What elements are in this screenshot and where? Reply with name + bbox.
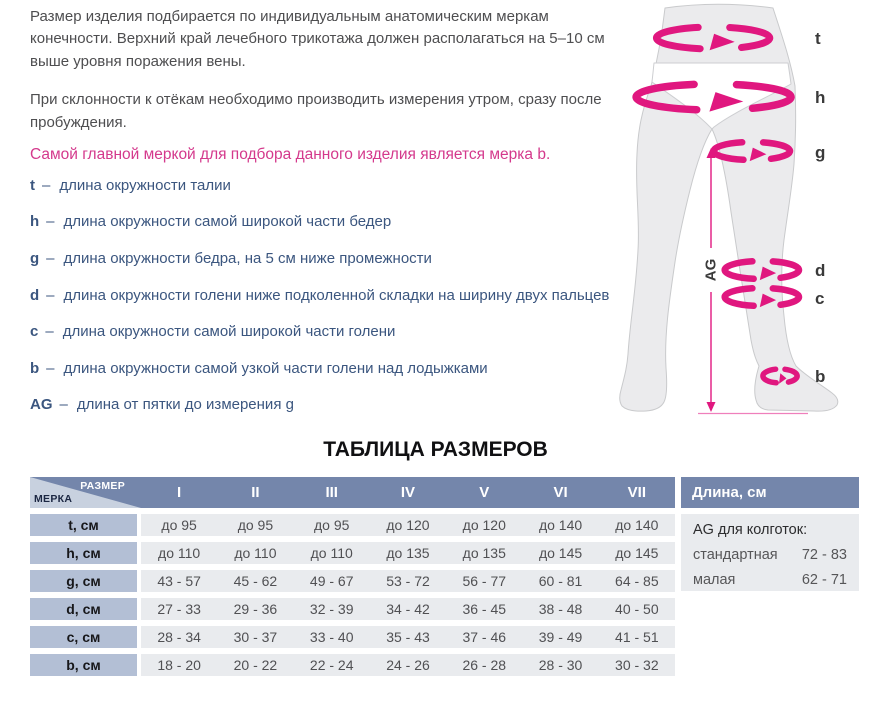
legend-key: t bbox=[30, 176, 35, 194]
length-row-label: малая bbox=[693, 572, 736, 588]
table-cell: до 145 bbox=[615, 545, 659, 561]
legend-separator: – bbox=[46, 250, 55, 268]
table-row-g bbox=[30, 570, 675, 592]
intro-section bbox=[30, 6, 622, 423]
length-row-standard bbox=[693, 547, 847, 563]
legend-separator: – bbox=[46, 286, 55, 304]
legend-key: d bbox=[30, 286, 40, 304]
table-row-c bbox=[30, 626, 675, 648]
row-label: g, см bbox=[30, 570, 137, 592]
table-cell: 37 - 46 bbox=[462, 629, 507, 645]
legend-item-ag bbox=[30, 387, 622, 424]
table-cell: до 110 bbox=[158, 545, 201, 561]
table-cell: 33 - 40 bbox=[309, 629, 354, 645]
table-row-t bbox=[30, 514, 675, 536]
length-panel-subtitle: AG для колготок: bbox=[693, 522, 808, 538]
table-row-h bbox=[30, 542, 675, 564]
table-cell: до 120 bbox=[386, 517, 430, 533]
length-row-small bbox=[693, 572, 847, 588]
table-cell: 41 - 51 bbox=[615, 629, 659, 645]
row-label: d, см bbox=[30, 598, 137, 620]
legend-separator: – bbox=[46, 359, 55, 377]
legend-text: длина окружности бедра, на 5 см ниже промежности bbox=[63, 250, 432, 268]
length-panel bbox=[681, 477, 859, 591]
legend-text: длина окружности талии bbox=[59, 176, 231, 194]
table-cell: 45 - 62 bbox=[233, 573, 278, 589]
table-cell: до 135 bbox=[386, 545, 430, 561]
table-cell: 20 - 22 bbox=[233, 657, 278, 673]
legend-separator: – bbox=[46, 213, 55, 231]
intro-paragraph-2: При склонности к отёкам необходимо производить измерения утром, сразу после пробуждения. bbox=[30, 91, 602, 131]
table-cell: до 120 bbox=[462, 517, 506, 533]
table-cell: 53 - 72 bbox=[386, 573, 430, 589]
intro-highlight-note: Самой главной меркой для подбора данного изделия является мерка b. bbox=[30, 146, 551, 164]
table-cell: 49 - 67 bbox=[309, 573, 354, 589]
table-cell: до 95 bbox=[313, 517, 350, 533]
intro-paragraph-1: Размер изделия подбирается по индивидуальным анатомическим меркам конечности. Верхний край лечебного трикотажа должен располагаться на 5–10 см выше уровня поражения вены. bbox=[30, 8, 605, 70]
legend-key: AG bbox=[30, 396, 53, 414]
row-label: t, см bbox=[30, 514, 137, 536]
legend-item-b bbox=[30, 350, 622, 387]
table-cell: 43 - 57 bbox=[157, 573, 201, 589]
corner-label-size: РАЗМЕР bbox=[80, 480, 125, 492]
corner-label-measure: МЕРКА bbox=[34, 493, 73, 505]
column-header-7: VII bbox=[627, 484, 646, 501]
table-cell: 29 - 36 bbox=[233, 601, 278, 617]
table-cell: 24 - 26 bbox=[386, 657, 430, 673]
ag-line-label: AG bbox=[702, 258, 720, 282]
legend-text: длина окружности самой широкой части голени bbox=[62, 323, 396, 341]
legend-separator: – bbox=[45, 323, 54, 341]
table-cell: 38 - 48 bbox=[538, 601, 583, 617]
table-row-d bbox=[30, 598, 675, 620]
diagram-label-c: c bbox=[815, 289, 825, 308]
legs-measurement-diagram bbox=[618, 0, 871, 440]
diagram-label-t: t bbox=[815, 29, 821, 48]
table-cell: до 140 bbox=[538, 517, 583, 533]
length-panel-header: Длина, см bbox=[681, 477, 859, 508]
legend-item-h bbox=[30, 204, 622, 241]
table-cell: до 135 bbox=[462, 545, 506, 561]
column-header-1: I bbox=[177, 484, 182, 501]
table-cell: 39 - 49 bbox=[538, 629, 583, 645]
row-label: b, см bbox=[30, 654, 137, 676]
legend-text: длина окружности самой широкой части бедер bbox=[63, 213, 392, 231]
column-header-2: II bbox=[251, 484, 260, 501]
legend-text: длина от пятки до измерения g bbox=[76, 396, 294, 414]
size-table bbox=[30, 477, 675, 676]
table-row-b bbox=[30, 654, 675, 676]
table-cell: 40 - 50 bbox=[615, 601, 659, 617]
table-cell: 60 - 81 bbox=[538, 573, 583, 589]
table-corner-cell bbox=[30, 477, 141, 508]
legend-item-d bbox=[30, 277, 622, 314]
legend-text: длина окружности голени ниже подколенной складки на ширину двух пальцев bbox=[63, 286, 610, 304]
measurement-legend bbox=[30, 167, 622, 423]
table-cell: 32 - 39 bbox=[309, 601, 354, 617]
row-label: c, см bbox=[30, 626, 137, 648]
table-cell: до 95 bbox=[237, 517, 274, 533]
legend-item-g bbox=[30, 240, 622, 277]
table-cell: до 95 bbox=[161, 517, 197, 533]
table-cell: до 110 bbox=[310, 545, 353, 561]
length-panel-body bbox=[681, 514, 859, 591]
table-cell: до 145 bbox=[538, 545, 583, 561]
table-cell: 30 - 32 bbox=[615, 657, 659, 673]
ag-arrow-down-icon bbox=[707, 402, 716, 412]
legend-separator: – bbox=[59, 396, 68, 414]
legend-separator: – bbox=[42, 176, 51, 194]
legend-key: c bbox=[30, 323, 39, 341]
table-cell: 22 - 24 bbox=[309, 657, 354, 673]
table-cell: 36 - 45 bbox=[462, 601, 507, 617]
column-header-4: IV bbox=[400, 484, 416, 501]
legend-key: h bbox=[30, 213, 40, 231]
table-cell: 34 - 42 bbox=[386, 601, 430, 617]
legend-key: b bbox=[30, 359, 40, 377]
legend-item-t bbox=[30, 167, 622, 204]
length-row-value: 72 - 83 bbox=[801, 547, 847, 563]
table-cell: до 140 bbox=[615, 517, 659, 533]
diagram-label-b: b bbox=[815, 367, 826, 386]
table-cell: 26 - 28 bbox=[462, 657, 507, 673]
row-label: h, см bbox=[30, 542, 137, 564]
size-table-header-row bbox=[30, 477, 675, 508]
column-header-5: V bbox=[479, 484, 490, 501]
table-cell: 30 - 37 bbox=[233, 629, 278, 645]
table-cell: 18 - 20 bbox=[157, 657, 201, 673]
length-row-value: 62 - 71 bbox=[801, 572, 847, 588]
table-cell: 28 - 30 bbox=[538, 657, 583, 673]
table-cell: 56 - 77 bbox=[462, 573, 507, 589]
column-header-6: VI bbox=[553, 484, 568, 501]
table-cell: 27 - 33 bbox=[157, 601, 201, 617]
length-row-label: стандартная bbox=[693, 547, 778, 563]
table-cell: до 110 bbox=[234, 545, 277, 561]
size-table-title: ТАБЛИЦА РАЗМЕРОВ bbox=[323, 438, 548, 461]
diagram-label-h: h bbox=[815, 88, 826, 107]
legend-text: длина окружности самой узкой части голени над лодыжками bbox=[63, 359, 488, 377]
legend-item-c bbox=[30, 313, 622, 350]
diagram-label-d: d bbox=[815, 261, 826, 280]
diagram-label-g: g bbox=[815, 143, 826, 162]
table-cell: 35 - 43 bbox=[386, 629, 430, 645]
table-cell: 28 - 34 bbox=[157, 629, 201, 645]
column-header-3: III bbox=[325, 484, 338, 501]
legend-key: g bbox=[30, 250, 40, 268]
table-cell: 64 - 85 bbox=[615, 573, 659, 589]
